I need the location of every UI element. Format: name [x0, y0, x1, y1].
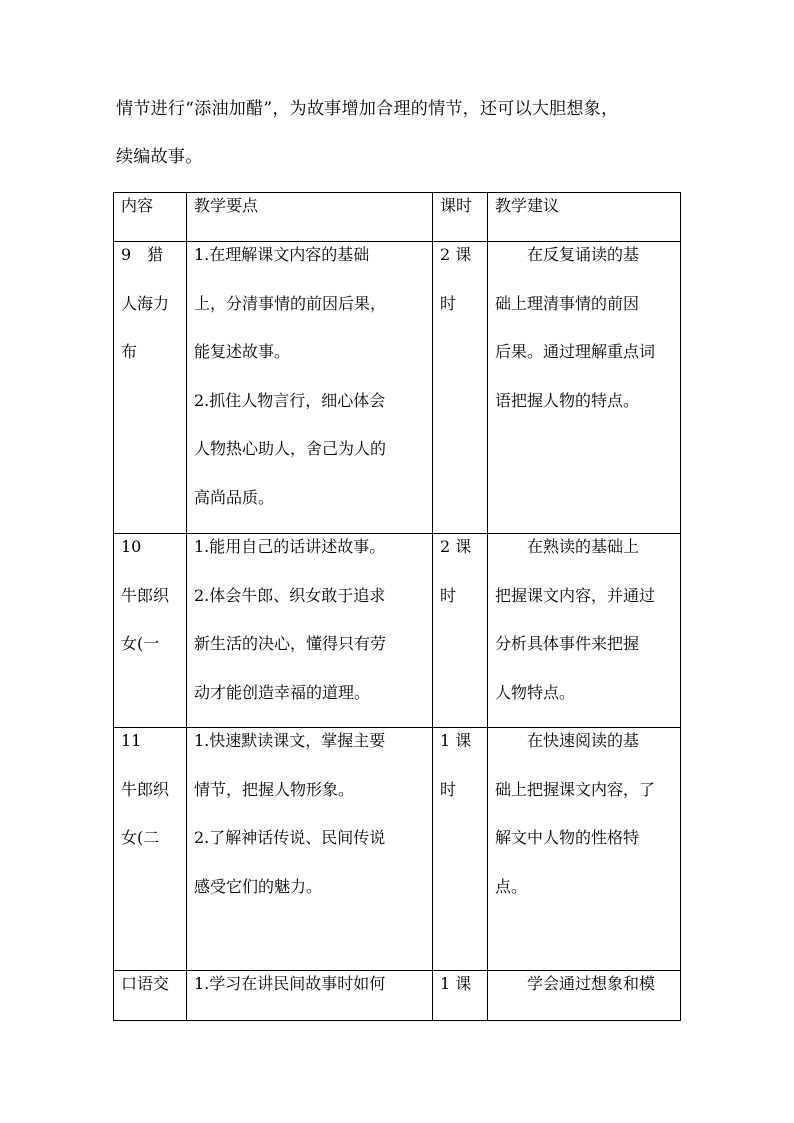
cell-line: 教学建议 [495, 196, 560, 215]
cell-line: 女(一 [121, 634, 160, 653]
cell-line: 教学要点 [194, 196, 259, 215]
key-points-cell [187, 242, 433, 534]
cell-line: 1 课 [440, 974, 472, 993]
cell-line: 在熟读的基础上 [527, 537, 640, 556]
cell-line: 11 [121, 731, 142, 750]
key-points-cell [187, 728, 433, 971]
cell-line: 2.了解神话传说、民间传说 [194, 828, 386, 847]
hours-cell [433, 534, 488, 728]
suggestions-cell [488, 534, 681, 728]
cell-line: 1 课 [440, 731, 472, 750]
cell-line: 1.在理解课文内容的基础 [194, 245, 370, 264]
cell-line: 情节，把握人物形象。 [194, 779, 355, 799]
cell-line: 1.能用自己的话讲述故事。 [194, 537, 386, 556]
content-line: 9 猎 [121, 245, 164, 264]
cell-line: 时 [440, 585, 457, 605]
cell-line: 在快速阅读的基 [527, 731, 640, 750]
suggestions-cell [488, 242, 681, 534]
content-cell [114, 728, 187, 971]
cell-line: 分析具体事件来把握 [495, 634, 640, 653]
cell-line: 内容 [121, 196, 154, 215]
teaching-plan-table [113, 192, 681, 1021]
cell-line: 2.抓住人物言行，细心体会 [194, 390, 386, 410]
key-points-cell [187, 534, 433, 728]
suggestions-cell [488, 728, 681, 971]
key-points-cell [187, 971, 433, 1021]
cell-line: 人物特点。 [495, 682, 576, 702]
cell-line: 把握课文内容，并通过 [495, 585, 656, 605]
cell-line: 2 课 [440, 245, 472, 264]
cell-line: 课时 [440, 196, 473, 215]
hours-cell [433, 728, 488, 971]
cell-line: 感受它们的魅力。 [194, 876, 323, 896]
content-line: 布 [121, 342, 138, 361]
cell-line: 2.体会牛郎、织女敢于追求 [194, 585, 386, 605]
content-line: 人海力 [121, 293, 170, 313]
table-row [114, 728, 681, 971]
cell-line: 能复述故事。 [194, 342, 291, 361]
cell-line: 10 [121, 537, 142, 556]
cell-line: 牛郎织 [121, 779, 170, 799]
cell-line: 学会通过想象和模 [527, 974, 656, 993]
cell-line: 后果。通过理解重点词 [495, 342, 656, 361]
cell-line: 础上把握课文内容，了 [495, 779, 656, 799]
cell-line: 时 [440, 779, 457, 799]
intro-paragraph-line-1: 情节进行“添油加醋”，为故事增加合理的情节，还可以大胆想象， [116, 99, 619, 119]
cell-line: 1.快速默读课文，掌握主要 [194, 731, 386, 750]
cell-line: 上，分清事情的前因后果， [194, 293, 387, 313]
content-cell [114, 971, 187, 1021]
table-row [114, 534, 681, 728]
table-row [114, 971, 681, 1021]
hours-cell [433, 242, 488, 534]
cell-line: 人物热心助人，舍己为人的 [194, 439, 387, 458]
cell-line: 解文中人物的性格特 [495, 828, 640, 847]
cell-line: 牛郎织 [121, 585, 170, 605]
cell-line: 在反复诵读的基 [527, 245, 640, 264]
cell-line: 础上理清事情的前因 [495, 293, 640, 313]
content-cell [114, 242, 187, 534]
cell-line: 高尚品质。 [194, 487, 275, 507]
cell-line: 语把握人物的特点。 [495, 390, 640, 410]
cell-line: 动才能创造幸福的道理。 [194, 682, 371, 702]
hours-cell [433, 971, 488, 1021]
cell-line: 点。 [495, 876, 528, 896]
intro-paragraph-line-2: 续编故事。 [116, 147, 203, 167]
cell-line: 2 课 [440, 537, 472, 556]
cell-line: 时 [440, 293, 457, 313]
cell-line: 口语交 [121, 974, 170, 993]
cell-line: 1.学习在讲民间故事时如何 [194, 974, 386, 993]
content-cell [114, 534, 187, 728]
suggestions-cell [488, 971, 681, 1021]
cell-line: 女(二 [121, 828, 160, 847]
table-row [114, 242, 681, 534]
cell-line: 新生活的决心，懂得只有劳 [194, 634, 387, 653]
